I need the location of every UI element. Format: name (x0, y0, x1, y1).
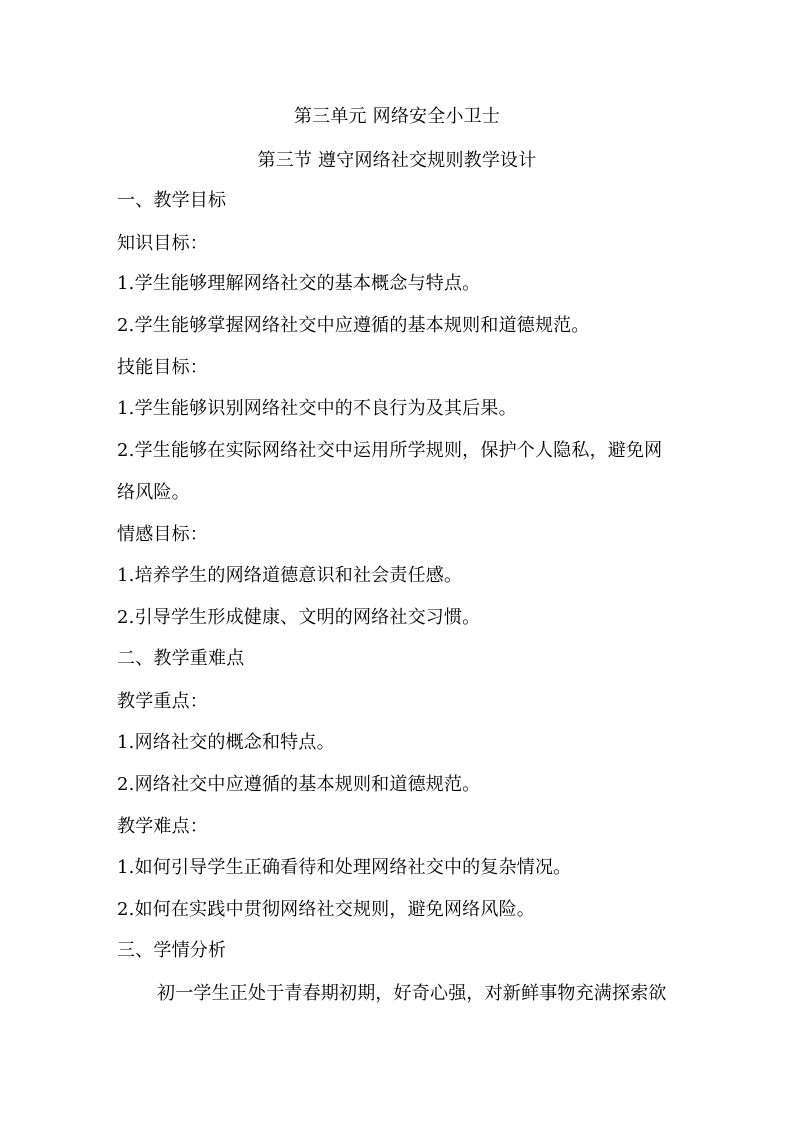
difficult-points-label: 教学难点： (117, 816, 208, 837)
skill-goals-label: 技能目标： (117, 357, 208, 378)
document-title: 第三单元 网络安全小卫士 (293, 106, 501, 127)
knowledge-goals-label: 知识目标： (117, 233, 208, 254)
section-heading-key-points: 二、教学重难点 (117, 648, 245, 669)
emotion-goals-label: 情感目标： (117, 524, 208, 545)
section-heading-teaching-goals: 一、教学目标 (117, 190, 227, 211)
section-heading-learner-analysis: 三、学情分析 (117, 940, 227, 961)
skill-goal-item: 1.学生能够识别网络社交中的不良行为及其后果。 (117, 398, 517, 419)
emotion-goal-item: 2.引导学生形成健康、文明的网络社交习惯。 (117, 607, 481, 628)
difficult-point-item: 1.如何引导学生正确看待和处理网络社交中的复杂情况。 (117, 857, 572, 878)
knowledge-goal-item: 1.学生能够理解网络社交的基本概念与特点。 (117, 273, 481, 294)
knowledge-goal-item: 2.学生能够掌握网络社交中应遵循的基本规则和道德规范。 (117, 315, 590, 336)
skill-goal-item-continuation: 络风险。 (117, 482, 190, 503)
emotion-goal-item: 1.培养学生的网络道德意识和社会责任感。 (117, 565, 463, 586)
difficult-point-item: 2.如何在实践中贯彻网络社交规则，避免网络风险。 (117, 899, 535, 920)
learner-analysis-paragraph: 初一学生正处于青春期初期，好奇心强，对新鲜事物充满探索欲 (157, 983, 667, 1004)
key-points-label: 教学重点： (117, 691, 208, 712)
document-subtitle: 第三节 遵守网络社交规则教学设计 (257, 150, 537, 171)
skill-goal-item: 2.学生能够在实际网络社交中运用所学规则，保护个人隐私，避免网 (117, 440, 663, 461)
key-point-item: 1.网络社交的概念和特点。 (117, 732, 335, 753)
key-point-item: 2.网络社交中应遵循的基本规则和道德规范。 (117, 774, 481, 795)
